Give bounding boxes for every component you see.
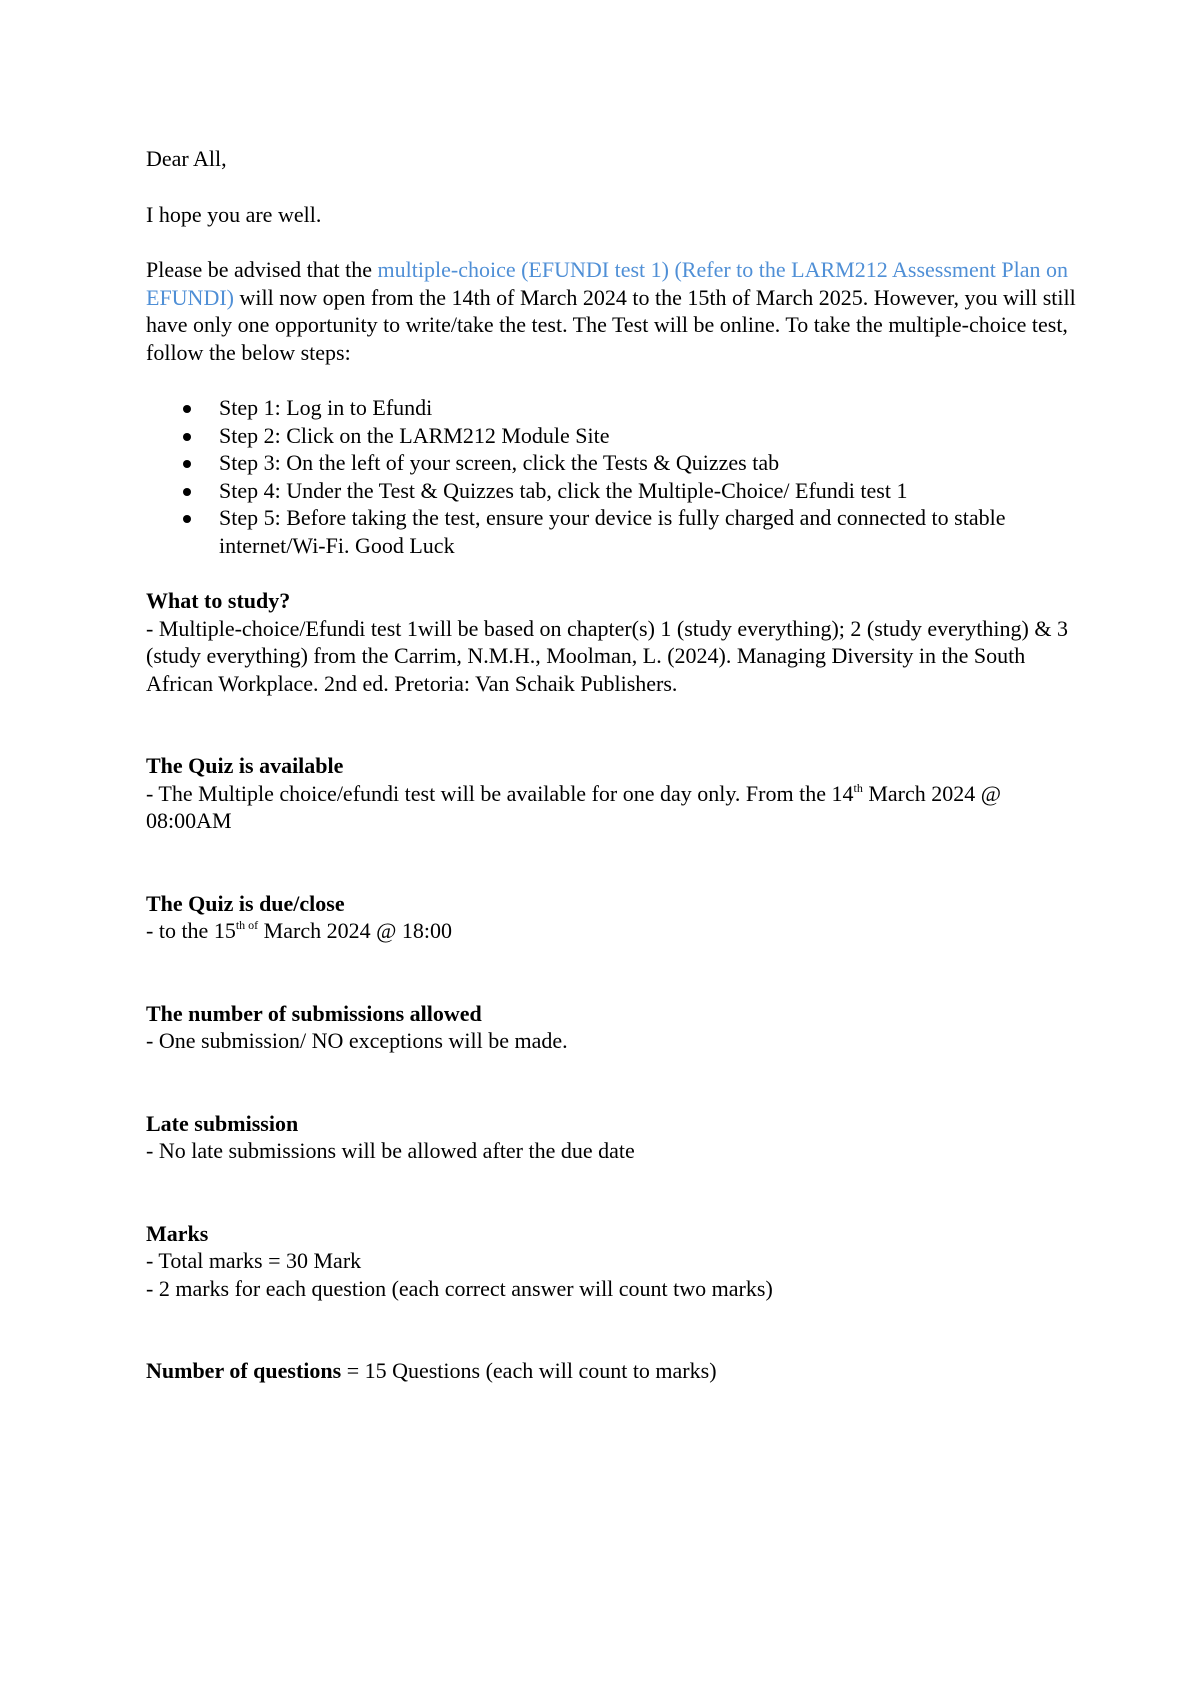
intro-text-after: will now open from the 14th of March 2024 to the 15th of March 2025. However, you will still have only one opportunity to write/take the test. The Test will be online. To take the multiple-choice test, follow the below steps: — [146, 284, 1076, 365]
due-text-before: - to the 15 — [146, 918, 236, 943]
study-body: - Multiple-choice/Efundi test 1will be based on chapter(s) 1 (study everything); 2 (study everything) & 3 (study everything) from the Carrim, N.M.H., Moolman, L. (2024). Managing Diversity in the South African Workplace. 2nd ed. Pretoria: Van Schaik Publishers. — [146, 615, 1068, 696]
due-heading: The Quiz is due/close — [146, 890, 345, 916]
assessment-plan-link[interactable]: multiple-choice (EFUNDI test 1) (Refer to the LARM212 Assessment Plan on EFUNDI) — [146, 257, 1068, 310]
document-page — [146, 145, 1086, 1385]
step-text: Step 4: Under the Test & Quizzes tab, click the Multiple-Choice/ Efundi test 1 — [219, 477, 908, 503]
step-text: Step 5: Before taking the test, ensure your device is fully charged and connected to stable internet/Wi-Fi. Good Luck — [219, 505, 1006, 558]
intro-paragraph — [146, 256, 1086, 366]
due-body — [146, 917, 1086, 945]
questions-value: = 15 Questions (each will count to marks) — [341, 1358, 717, 1383]
bullet-icon — [183, 460, 191, 468]
available-heading: The Quiz is available — [146, 753, 344, 778]
submissions-heading: The number of submissions allowed — [146, 1000, 482, 1026]
due-superscript: th of — [235, 918, 259, 932]
questions-line — [146, 1357, 1086, 1385]
available-body — [146, 780, 1086, 835]
greeting: Dear All, — [146, 146, 227, 171]
late-heading: Late submission — [146, 1110, 299, 1136]
steps-list — [146, 394, 1086, 559]
questions-label: Number of questions — [146, 1358, 342, 1383]
step-text: Step 1: Log in to Efundi — [219, 395, 433, 420]
list-item — [219, 449, 1086, 477]
step-text: Step 2: Click on the LARM212 Module Site — [219, 422, 610, 448]
step-text: Step 3: On the left of your screen, click the Tests & Quizzes tab — [219, 450, 780, 475]
intro-text-before: Please be advised that the — [146, 257, 378, 282]
bullet-icon — [183, 488, 191, 496]
marks-total: - Total marks = 30 Mark — [146, 1248, 362, 1273]
bullet-icon — [183, 405, 191, 413]
list-item — [219, 504, 1086, 559]
available-text-after: March 2024 @ 08:00AM — [146, 780, 1002, 833]
late-body: - No late submissions will be allowed after the due date — [146, 1138, 635, 1163]
list-item — [219, 477, 1086, 505]
wellwish: I hope you are well. — [146, 201, 322, 227]
list-item — [219, 394, 1086, 422]
marks-heading: Marks — [146, 1220, 209, 1246]
available-superscript: th — [853, 780, 863, 795]
submissions-body: - One submission/ NO exceptions will be made. — [146, 1028, 568, 1053]
list-item — [219, 422, 1086, 450]
bullet-icon — [183, 433, 191, 441]
study-heading: What to study? — [146, 588, 291, 613]
available-text-before: - The Multiple choice/efundi test will be available for one day only. From the 14 — [146, 780, 854, 806]
marks-per-question: - 2 marks for each question (each correct answer will count two marks) — [146, 1275, 773, 1301]
due-text-after: March 2024 @ 18:00 — [258, 918, 452, 943]
bullet-icon — [183, 515, 191, 523]
